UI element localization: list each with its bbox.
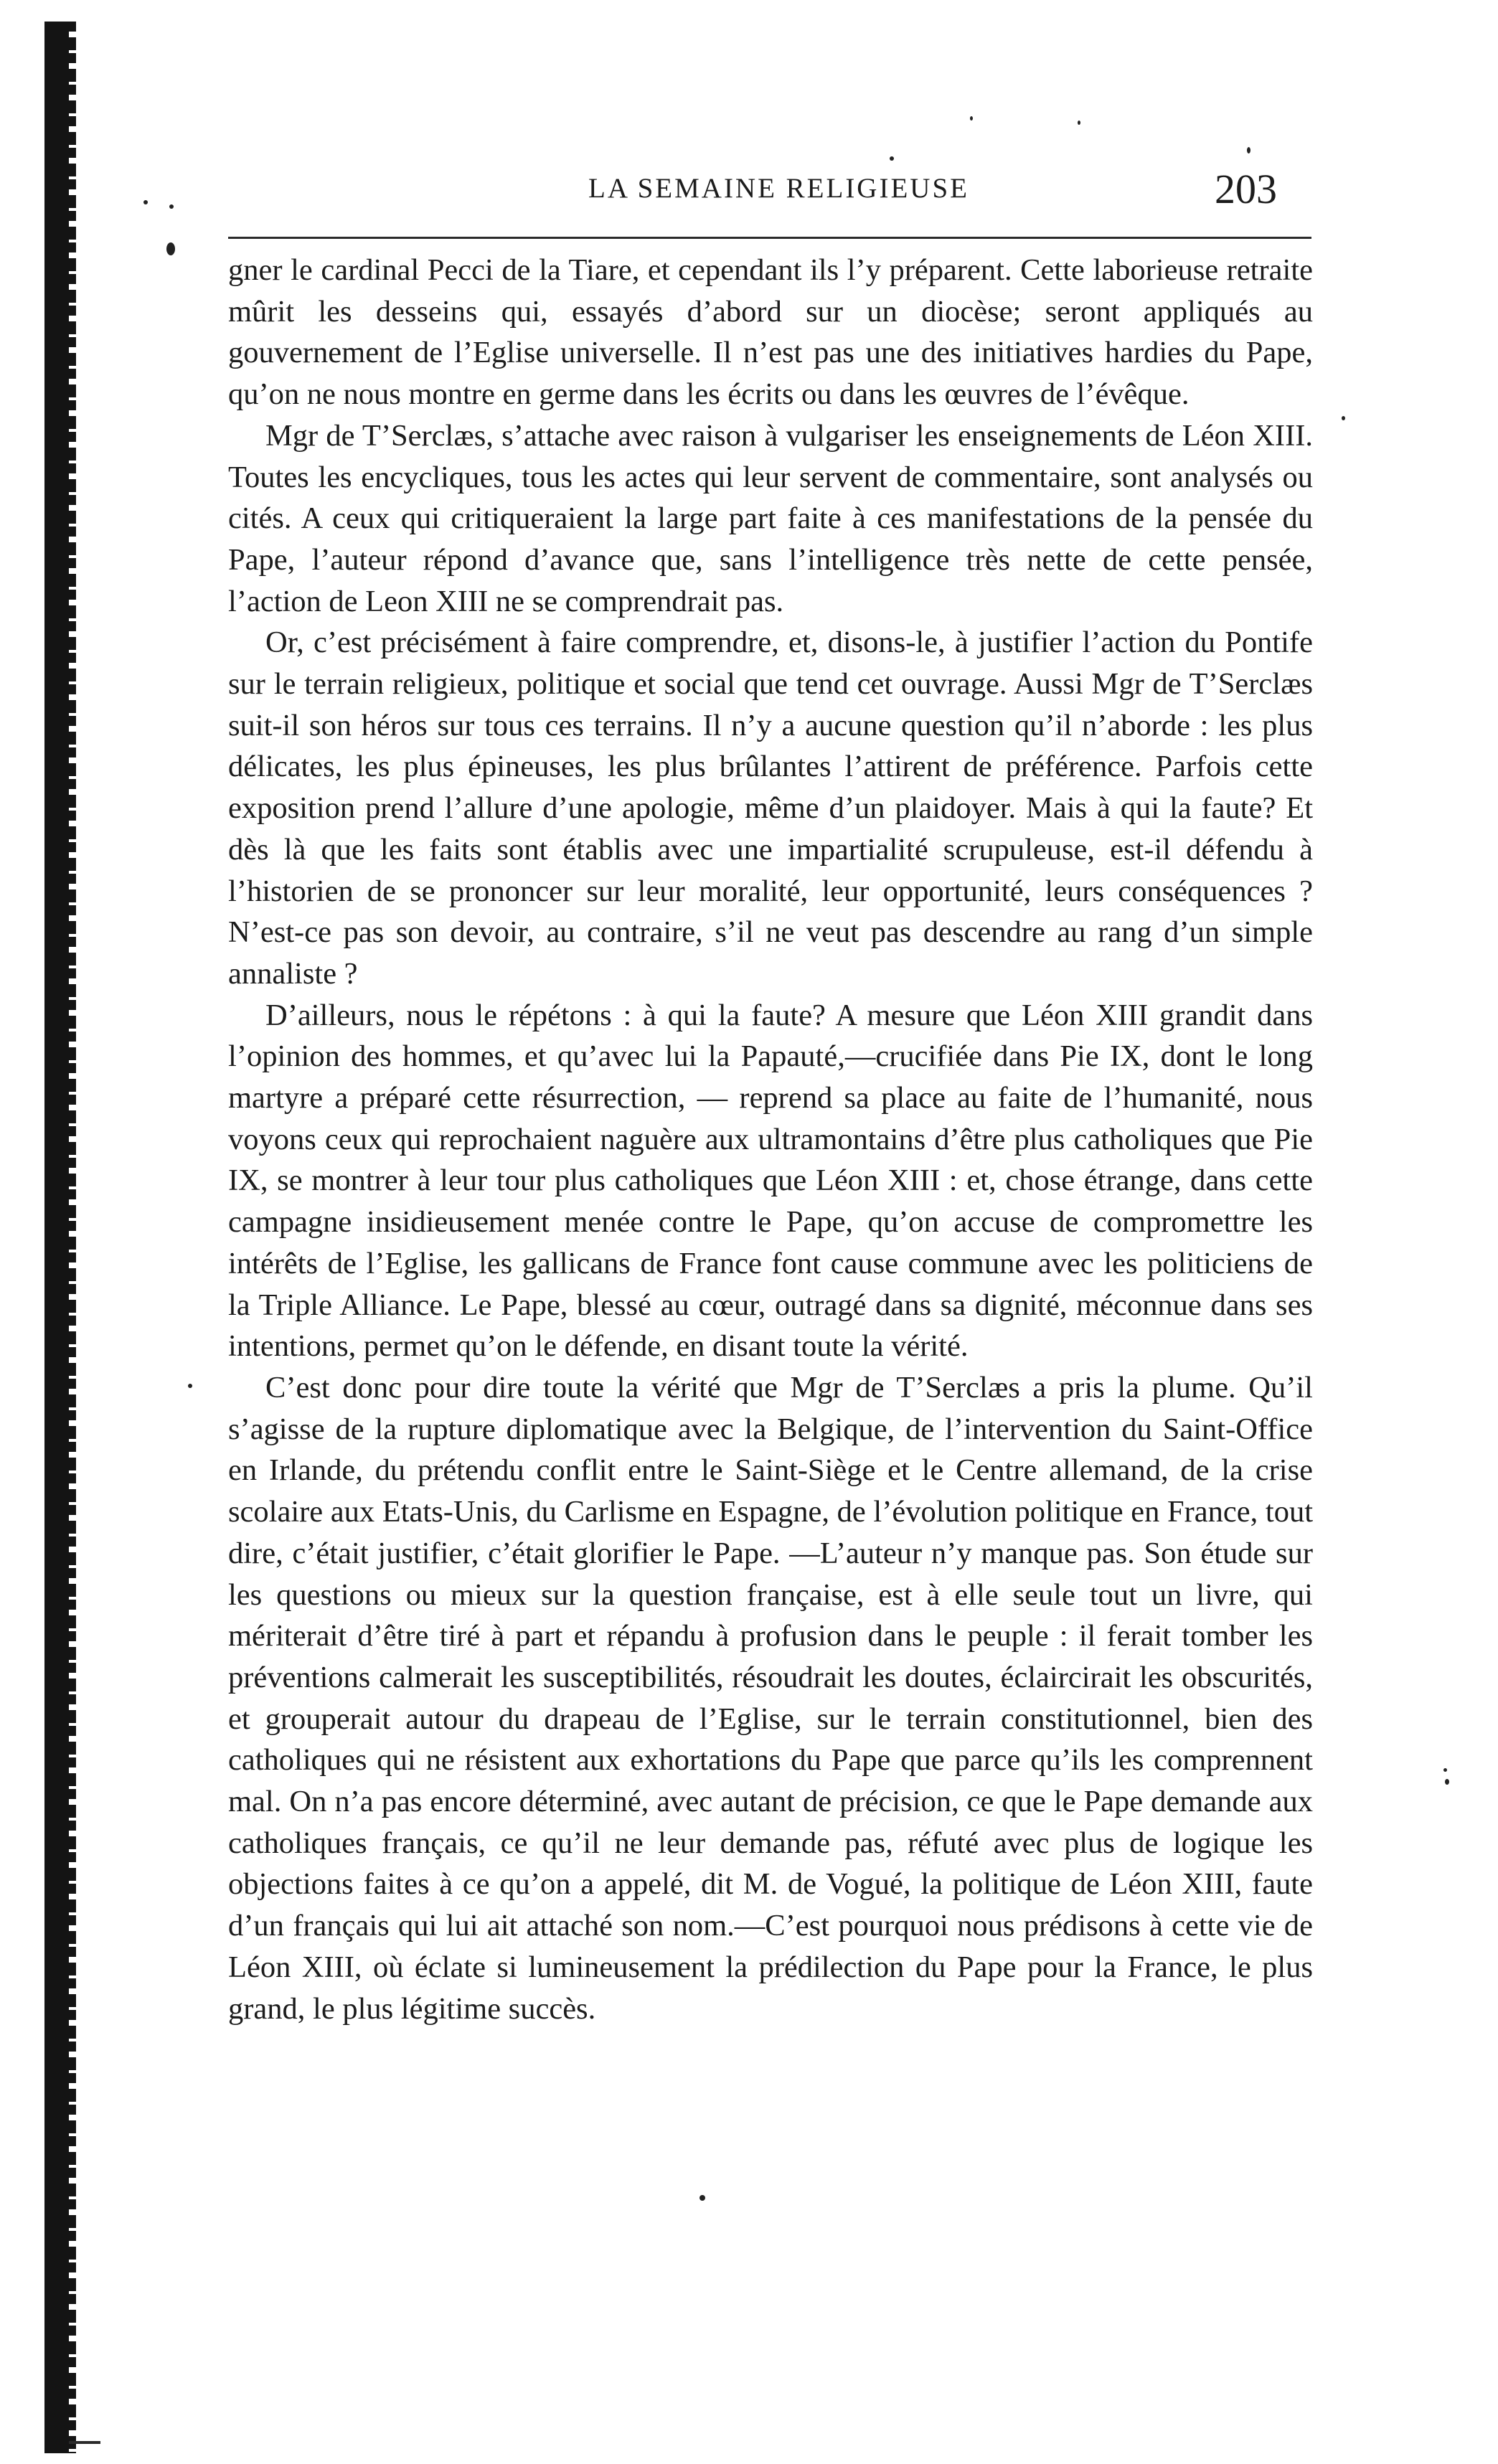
scan-speck — [143, 200, 148, 204]
paragraph-5: C’est donc pour dire toute la vérité que Mgr de T’Serclæs a pris la plume. Qu’il s’agisse de la rupture diplomatique avec la Belgique, de l’intervention du Saint-Office en Irlande, du prétendu conflit entre le Saint-Siège et le Centre allemand, de la crise scolaire aux Etats-Unis, du Carlisme en Espagne, de l’évolution politique en France, tout dire, c’était justifier, c’était glorifier le Pape. —L’auteur n’y manque pas. Son étude sur les questions ou mieux sur la question française, est à elle seule tout un livre, qui mériterait d’être tiré à part et répandu à profusion dans le peuple : il ferait tomber les préventions calmerait les susceptibilités, résoudrait les doutes, éclaircirait les obscurités, et grouperait autour du drapeau de l’Eglise, sur le terrain constitutionnel, bien des catholiques qui ne résistent aux exhortations du Pape que parce qu’ils les comprennent mal. On n’a pas encore déterminé, avec autant de précision, ce que le Pape demande aux catholiques français, ce qu’il ne leur demande pas, réfuté avec plus de logique les objections faites à ce qu’on a appelé, dit M. de Vogué, la politique de Léon XIII, faute d’un français qui lui ait attaché son nom.—C’est pourquoi nous prédisons à cette vie de Léon XIII, où éclate si lumineusement la prédilection du Pape pour la France, le plus grand, le plus légitime succès. — [228, 1370, 1313, 2026]
scan-speck — [1247, 147, 1250, 154]
page-number: 203 — [1215, 166, 1277, 212]
scan-speck — [890, 156, 894, 161]
paragraph-1: gner le cardinal Pecci de la Tiare, et cependant ils l’y préparent. Cette laborieuse retraite mûrit les desseins qui, essayés d’abord sur un diocèse; seront appliqués au gouvernement de l’Eglise universelle. Il n’est pas une des initiatives hardies du Pape, qu’on ne nous montre en germe dans les écrits ou dans les œuvres de l’évêque. — [228, 253, 1313, 412]
binding-foot-mark — [69, 2441, 100, 2444]
binding-shadow — [44, 22, 69, 2453]
scan-speck — [970, 116, 973, 121]
scan-speck — [166, 242, 175, 255]
paragraph-3: Or, c’est précisément à faire comprendre, et, disons-le, à justifier l’action du Pontife sur le terrain religieux, politique et social que tend cet ouvrage. Aussi Mgr de T’Serclæs suit-il son héros sur tous ces terrains. Il n’y a aucune question qu’il n’aborde : les plus délicates, les plus épineuses, les plus brûlantes l’attirent de préférence. Parfois cette exposition prend l’allure d’une apologie, même d’un plaidoyer. Mais à qui la faute? Et dès là que les faits sont établis avec une impartialité scrupuleuse, est-il défendu à l’historien de se prononcer sur leur moralité, leur opportunité, leurs conséquences ? N’est-ce pas son devoir, au contraire, s’il ne veut pas descendre au rang d’un simple annaliste ? — [228, 626, 1313, 991]
page-header — [208, 166, 1277, 214]
scan-speck — [1342, 416, 1345, 420]
scan-speck — [1445, 1779, 1449, 1785]
paragraph-2: Mgr de T’Serclæs, s’attache avec raison à vulgariser les enseignements de Léon XIII. Toutes les encycliques, tous les actes qui leur servent de commentaire, sont analysés ou cités. A ceux qui critiqueraient la large part faite à ces manifestations de la pensée du Pape, l’auteur répond d’avance que, sans l’intelligence très nette de cette pensée, l’action de Leon XIII ne se comprendrait pas. — [228, 418, 1313, 618]
scan-speck — [699, 2195, 705, 2201]
body-text — [228, 250, 1313, 2029]
binding-edge — [69, 22, 76, 2453]
scan-speck — [169, 204, 174, 209]
scan-speck — [1078, 121, 1080, 125]
scan-speck — [1443, 1768, 1447, 1772]
running-title: LA SEMAINE RELIGIEUSE — [588, 173, 969, 204]
header-rule — [228, 237, 1311, 239]
scan-speck — [188, 1384, 192, 1388]
paragraph-4: D’ailleurs, nous le répétons : à qui la faute? A mesure que Léon XIII grandit dans l’opinion des hommes, et qu’avec lui la Papauté,—crucifiée dans Pie IX, dont le long martyre a préparé cette résurrection, — reprend sa place au faite de l’humanité, nous voyons ceux qui reprochaient naguère aux ultramontains d’être plus catholiques que Pie IX, se montrer à leur tour plus catholiques que Léon XIII : et, chose étrange, dans cette campagne insidieusement menée contre le Pape, qu’on accuse de compromettre les intérêts de l’Eglise, les gallicans de France font cause commune avec les politiciens de la Triple Alliance. Le Pape, blessé au cœur, outragé dans sa dignité, méconnue dans ses intentions, permet qu’on le défende, en disant toute la vérité. — [228, 998, 1313, 1364]
